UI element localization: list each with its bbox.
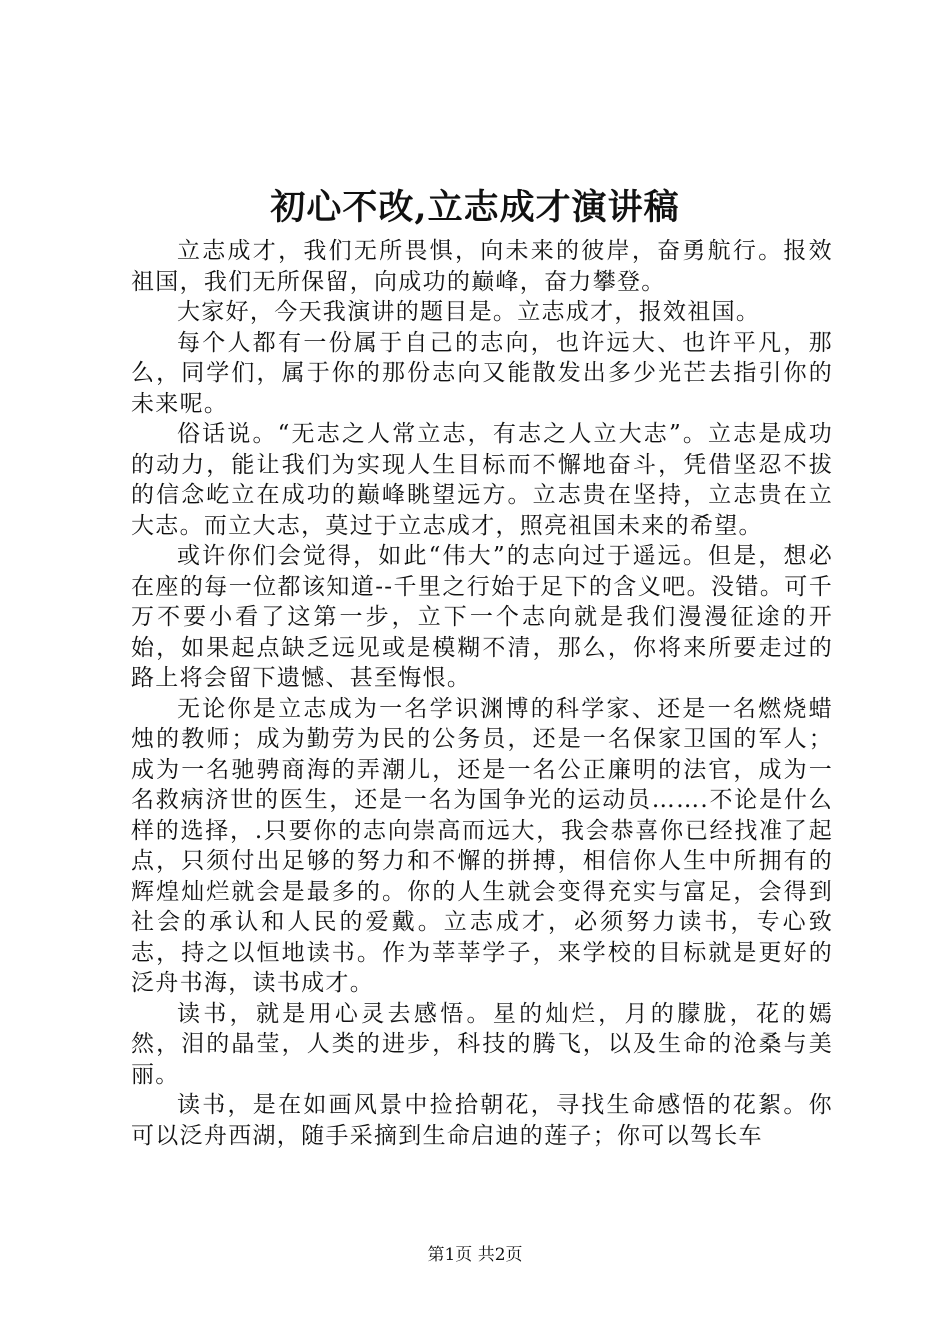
document-body (131, 236, 833, 1151)
paragraph-2: 大家好，今天我演讲的题目是。立志成才，报效祖国。 (177, 299, 761, 325)
document-title: 初心不改,立志成才演讲稿 (270, 187, 680, 228)
paragraph-6: 无论你是立志成为一名学识渊博的科学家、还是一名燃烧蜡烛的教师；成为勤劳为民的公务员，还是一名保家卫国的军人；成为一名驰骋商海的弄潮儿，还是一名公正廉明的法官，成为一名救病济世的医生，还是一名为国争光的运动员…….不论是什么样的选择，.只要你的志向崇高而远大，我会恭喜你已经找准了起点，只须付出足够的努力和不懈的拼搏，相信你人生中所拥有的辉煌灿烂就会是最多的。你的人生就会变得充实与富足，会得到社会的承认和人民的爱戴。立志成才，必须努力读书，专心致志，持之以恒地读书。作为莘莘学子，来学校的目标就是更好的泛舟书海，读书成才。 (131, 695, 833, 996)
paragraph-5: 或许你们会觉得，如此“伟大”的志向过于遥远。但是，想必在座的每一位都该知道--千里之行始于足下的含义吧。没错。可千万不要小看了这第一步，立下一个志向就是我们漫漫征途的开始，如果起点缺乏远见或是模糊不清，那么，你将来所要走过的路上将会留下遗憾、甚至悔恨。 (131, 543, 833, 691)
paragraph-8: 读书，是在如画风景中捡拾朝花，寻找生命感悟的花絮。你可以泛舟西湖，随手采摘到生命启迪的莲子；你可以驾长车 (131, 1092, 833, 1149)
paragraph-4: 俗话说。“无志之人常立志，有志之人立大志”。立志是成功的动力，能让我们为实现人生目标而不懈地奋斗，凭借坚忍不拔的信念屹立在成功的巅峰眺望远方。立志贵在坚持，立志贵在立大志。而立大志，莫过于立志成才，照亮祖国未来的希望。 (131, 421, 833, 539)
page-footer: 第1页 共2页 (427, 1245, 523, 1265)
paragraph-3: 每个人都有一份属于自己的志向，也许远大、也许平凡，那么，同学们，属于你的那份志向又能散发出多少光芒去指引你的未来呢。 (131, 329, 833, 417)
paragraph-1: 立志成才，我们无所畏惧，向未来的彼岸，奋勇航行。报效祖国，我们无所保留，向成功的巅峰，奋力攀登。 (131, 238, 833, 295)
paragraph-7: 读书，就是用心灵去感悟。星的灿烂，月的朦胧，花的嫣然，泪的晶莹，人类的进步，科技的腾飞，以及生命的沧桑与美丽。 (131, 1000, 833, 1088)
